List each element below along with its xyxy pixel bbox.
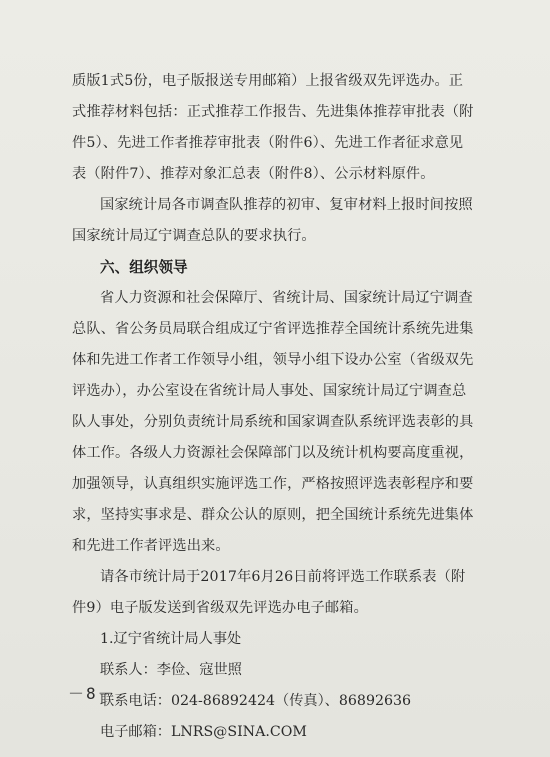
paragraph-3-line-1: 省人力资源和社会保障厅、省统计局、国家统计局辽宁调查 xyxy=(100,290,473,306)
paragraph-3-line-9: 和先进工作者评选出来。 xyxy=(72,538,230,554)
paragraph-3-line-7: 加强领导，认真组织实施评选工作，严格按照评选表彰程序和要 xyxy=(72,476,474,492)
contact-phone: 联系电话：024-86892424（传真）、86892636 xyxy=(100,693,412,709)
paragraph-2-line-1: 国家统计局各市调查队推荐的初审、复审材料上报时间按照 xyxy=(100,197,473,213)
paragraph-3-line-4: 评选办），办公室设在省统计局人事处、国家统计局辽宁调查总 xyxy=(72,383,467,399)
contact-department: 1.辽宁省统计局人事处 xyxy=(100,631,242,647)
section-heading-organization: 六、组织领导 xyxy=(100,259,188,276)
paragraph-3-line-3: 体和先进工作者工作领导小组，领导小组下设办公室（省级双先 xyxy=(72,352,474,368)
page-number: －8－ xyxy=(68,684,116,703)
paragraph-4-line-1: 请各市统计局于2017年6月26日前将评选工作联系表（附 xyxy=(100,569,466,585)
paragraph-1-line-3: 件5）、先进工作者推荐审批表（附件6）、先进工作者征求意见 xyxy=(72,135,464,151)
paragraph-3-line-5: 队人事处，分别负责统计局系统和国家调查队系统评选表彰的具 xyxy=(72,414,474,430)
document-content xyxy=(72,66,480,748)
paragraph-3-line-2: 总队、省公务员局联合组成辽宁省评选推荐全国统计系统先进集 xyxy=(72,321,474,337)
paragraph-1-line-2: 式推荐材料包括：正式推荐工作报告、先进集体推荐审批表（附 xyxy=(72,104,474,120)
paragraph-1-line-4: 表（附件7）、推荐对象汇总表（附件8）、公示材料原件。 xyxy=(72,166,435,182)
paragraph-4-line-2: 件9）电子版发送到省级双先评选办电子邮箱。 xyxy=(72,600,368,616)
contact-email: 电子邮箱：LNRS@SINA.COM xyxy=(100,724,307,740)
paragraph-2-line-2: 国家统计局辽宁调查总队的要求执行。 xyxy=(72,228,316,244)
paragraph-1-line-1: 质版1式5份，电子版报送专用邮箱）上报省级双先评选办。正 xyxy=(72,73,464,89)
contact-person: 联系人：李俭、寇世照 xyxy=(100,662,242,678)
paragraph-3-line-6: 体工作。各级人力资源社会保障部门以及统计机构要高度重视， xyxy=(72,445,474,461)
paragraph-3-line-8: 求，坚持实事求是、群众公认的原则，把全国统计系统先进集体 xyxy=(72,507,474,523)
